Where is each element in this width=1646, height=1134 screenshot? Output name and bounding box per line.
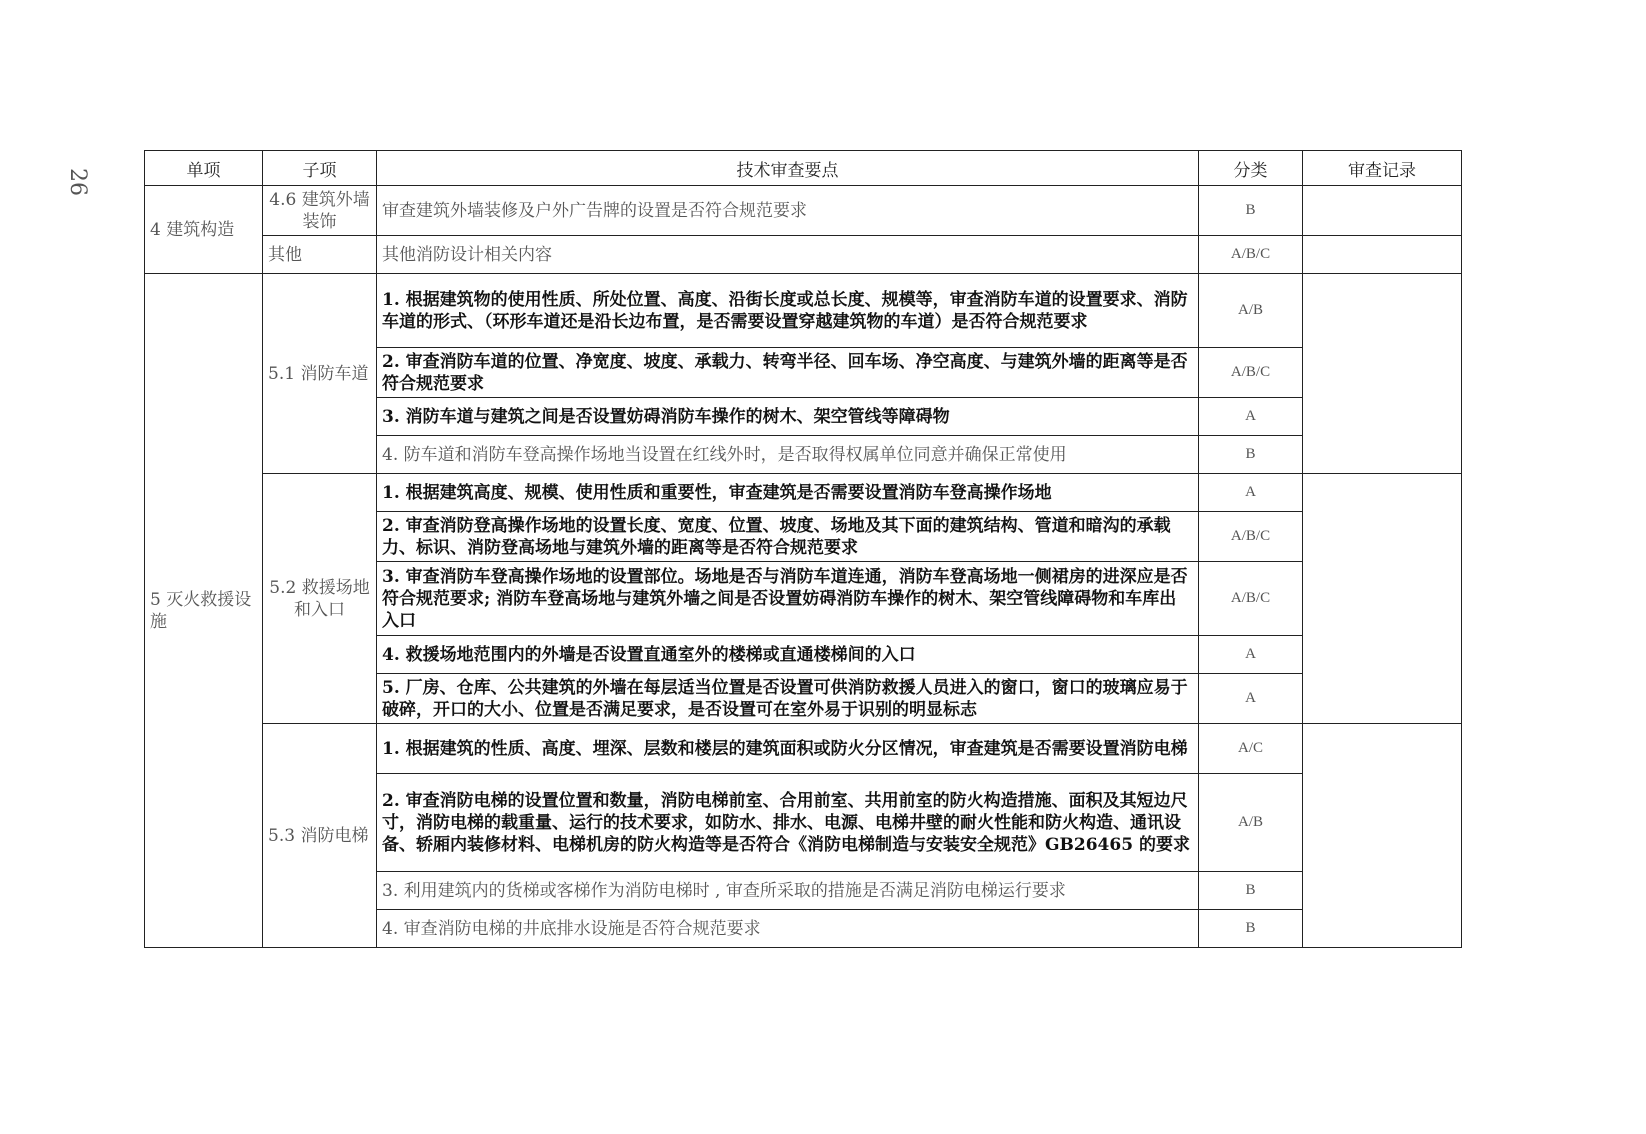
header-record: 审查记录 bbox=[1303, 151, 1462, 186]
category-cell: A/B/C bbox=[1199, 512, 1303, 562]
record-cell bbox=[1303, 236, 1462, 274]
record-cell bbox=[1303, 474, 1462, 724]
point-text: 其他消防设计相关内容 bbox=[377, 236, 1199, 274]
category-cell: B bbox=[1199, 872, 1303, 910]
point-text: 4. 审查消防电梯的井底排水设施是否符合规范要求 bbox=[377, 910, 1199, 948]
header-category: 分类 bbox=[1199, 151, 1303, 186]
category-cell: A/B/C bbox=[1199, 562, 1303, 636]
category-cell: B bbox=[1199, 186, 1303, 236]
point-text: 2. 审查消防车道的位置、净宽度、坡度、承载力、转弯半径、回车场、净空高度、与建筑外墙的距离等是否符合规范要求 bbox=[377, 348, 1199, 398]
table-row bbox=[145, 474, 1462, 512]
point-text: 5. 厂房、仓库、公共建筑的外墙在每层适当位置是否设置可供消防救援人员进入的窗口，窗口的玻璃应易于破碎，开口的大小、位置是否满足要求，是否设置可在室外易于识别的明显标志 bbox=[377, 674, 1199, 724]
category-cell: A bbox=[1199, 474, 1303, 512]
subitem-cell: 其他 bbox=[263, 236, 377, 274]
header-subitem: 子项 bbox=[263, 151, 377, 186]
category-cell: A/B/C bbox=[1199, 348, 1303, 398]
point-text: 3. 审查消防车登高操作场地的设置部位。场地是否与消防车道连通，消防车登高场地一侧裙房的进深应是否符合规范要求; 消防车登高场地与建筑外墙之间是否设置妨碍消防车操作的树木、架空管线障碍物和车库出入口 bbox=[377, 562, 1199, 636]
subitem-cell: 5.3 消防电梯 bbox=[263, 724, 377, 948]
point-text: 1. 根据建筑物的使用性质、所处位置、高度、沿街长度或总长度、规模等，审查消防车道的设置要求、消防车道的形式、（环形车道还是沿长边布置，是否需要设置穿越建筑物的车道）是否符合规范要求 bbox=[377, 274, 1199, 348]
group-cell: 5 灭火救援设施 bbox=[145, 274, 263, 948]
point-text: 1. 根据建筑高度、规模、使用性质和重要性，审查建筑是否需要设置消防车登高操作场地 bbox=[377, 474, 1199, 512]
category-cell: B bbox=[1199, 910, 1303, 948]
category-cell: A bbox=[1199, 636, 1303, 674]
point-text: 2. 审查消防登高操作场地的设置长度、宽度、位置、坡度、场地及其下面的建筑结构、管道和暗沟的承载力、标识、消防登高场地与建筑外墙的距离等是否符合规范要求 bbox=[377, 512, 1199, 562]
category-cell: B bbox=[1199, 436, 1303, 474]
header-row bbox=[145, 151, 1462, 186]
subitem-cell: 5.2 救援场地和入口 bbox=[263, 474, 377, 724]
record-cell bbox=[1303, 186, 1462, 236]
point-text: 3. 利用建筑内的货梯或客梯作为消防电梯时 , 审查所采取的措施是否满足消防电梯运行要求 bbox=[377, 872, 1199, 910]
point-text: 1. 根据建筑的性质、高度、埋深、层数和楼层的建筑面积或防火分区情况，审查建筑是否需要设置消防电梯 bbox=[377, 724, 1199, 774]
record-cell bbox=[1303, 724, 1462, 948]
table-row bbox=[145, 236, 1462, 274]
header-item: 单项 bbox=[145, 151, 263, 186]
category-cell: A/C bbox=[1199, 724, 1303, 774]
point-text: 2. 审查消防电梯的设置位置和数量，消防电梯前室、合用前室、共用前室的防火构造措施、面积及其短边尺寸，消防电梯的载重量、运行的技术要求，如防水、排水、电源、电梯井壁的耐火性能和防火构造、通讯设备、轿厢内装修材料、电梯机房的防火构造等是否符合《消防电梯制造与安装安全规范》GB26465 的要求 bbox=[377, 774, 1199, 872]
category-cell: A bbox=[1199, 674, 1303, 724]
category-cell: A/B bbox=[1199, 774, 1303, 872]
table-row bbox=[145, 274, 1462, 348]
subitem-cell: 5.1 消防车道 bbox=[263, 274, 377, 474]
header-points: 技术审查要点 bbox=[377, 151, 1199, 186]
point-text: 4. 救援场地范围内的外墙是否设置直通室外的楼梯或直通楼梯间的入口 bbox=[377, 636, 1199, 674]
point-text: 审查建筑外墙装修及户外广告牌的设置是否符合规范要求 bbox=[377, 186, 1199, 236]
category-cell: A/B/C bbox=[1199, 236, 1303, 274]
review-table bbox=[144, 150, 1462, 948]
group-cell: 4 建筑构造 bbox=[145, 186, 263, 274]
category-cell: A bbox=[1199, 398, 1303, 436]
point-text: 3. 消防车道与建筑之间是否设置妨碍消防车操作的树木、架空管线等障碍物 bbox=[377, 398, 1199, 436]
page-number: 26 bbox=[65, 168, 90, 196]
table-row bbox=[145, 186, 1462, 236]
subitem-cell: 4.6 建筑外墙装饰 bbox=[263, 186, 377, 236]
point-text: 4. 防车道和消防车登高操作场地当设置在红线外时，是否取得权属单位同意并确保正常使用 bbox=[377, 436, 1199, 474]
category-cell: A/B bbox=[1199, 274, 1303, 348]
table-row bbox=[145, 724, 1462, 774]
record-cell bbox=[1303, 274, 1462, 474]
